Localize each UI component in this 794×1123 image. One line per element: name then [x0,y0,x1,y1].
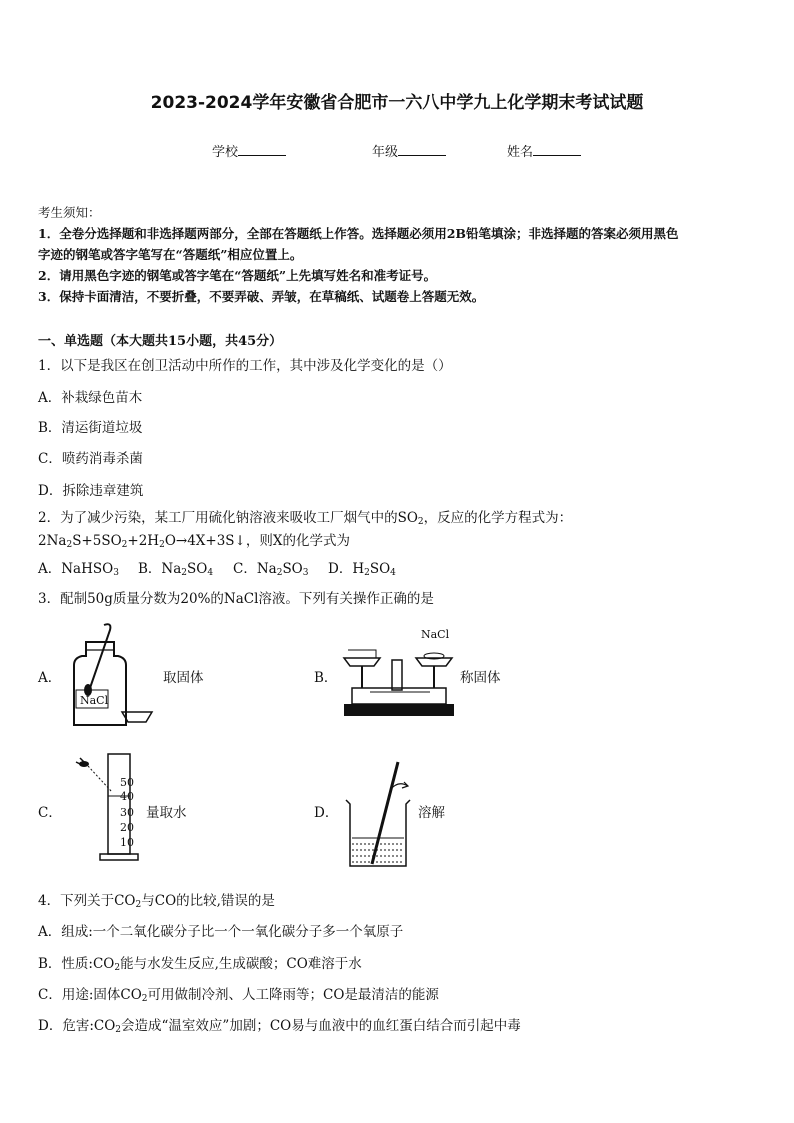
q4-b-sub: 2 [114,963,121,973]
beaker-stirring-figure [340,760,420,870]
page-title: 2023-2024学年安徽省合肥市一六八中学九上化学期末考试试题 [150,93,644,113]
q2-d-sub1: 2 [364,568,370,578]
q2-d-sub2: 4 [390,568,396,578]
q4-stem [38,889,275,910]
q2-c-text: C．Na [233,561,277,577]
q2-option-a [38,557,119,578]
section-heading: 一、单选题（本大题共15小题，共45分） [38,334,283,349]
eq-sub-1: 2 [66,540,73,550]
q3-option-a-label: 取固体 [163,670,204,686]
cylinder-tick-20: 20 [120,821,134,834]
q2-c-sub1: 2 [276,568,283,578]
q3-option-b-letter: B． [314,670,338,686]
eq-part-2: S+5SO [72,533,122,549]
cylinder-tick-40: 40 [120,790,134,803]
school-label: 学校 [212,145,239,160]
q1-option-b: B．清运街道垃圾 [38,420,143,436]
q2-stem-pre: 2．为了减少污染，某工厂用硫化钠溶液来吸收工厂烟气中的SO [38,510,418,526]
q3-option-d-label: 溶解 [418,805,445,821]
balance-scale-figure [340,640,460,720]
q2-a-text: A．NaHSO [38,561,114,577]
eq-sub-2: 2 [121,540,128,550]
school-blank [238,143,286,156]
bottle-label: NaCl [80,694,109,707]
notice-item-1a: 1．全卷分选择题和非选择题两部分，全部在答题纸上作答。选择题必须用2B铅笔填涂；非选择题的答案必须用黑色 [38,226,679,241]
eq-sub-3: 2 [159,540,165,550]
eq-part-4: O→4X+3S↓，则X的化学式为 [164,533,350,549]
name-field [507,141,581,160]
balance-tag: NaCl [421,628,450,641]
grade-field [372,141,446,160]
q3-option-a-letter: A． [38,670,62,686]
q2-option-b [138,557,213,578]
q4-c-pre: C．用途:固体CO [38,987,142,1003]
eq-part-1: 2Na [38,533,67,549]
q2-b-text2: SO [187,561,208,577]
eq-part-3: +2H [127,533,160,549]
cylinder-tick-50: 50 [120,776,134,789]
q4-b-post: 能与水发生反应,生成碳酸；CO难溶于水 [120,956,362,972]
q3-stem: 3．配制50g质量分数为20%的NaCl溶液。下列有关操作正确的是 [38,591,434,607]
q3-option-c-letter: C． [38,805,62,821]
q4-d-pre: D．危害:CO [38,1018,116,1034]
q2-b-text: B．Na [138,561,182,577]
q2-d-text: D．H [328,561,365,577]
school-field [212,141,286,160]
name-label: 姓名 [507,145,534,160]
cylinder-tick-30: 30 [120,806,134,819]
q3-option-b-label: 称固体 [460,670,501,686]
q4-d-sub: 2 [115,1025,122,1035]
q4-stem-pre: 4．下列关于CO [38,893,136,909]
q2-equation [38,529,350,550]
q2-b-sub2: 4 [207,568,214,578]
q2-c-text2: SO [282,561,303,577]
q4-d-post: 会造成“温室效应”加剧；CO易与血液中的血红蛋白结合而引起中毒 [121,1018,521,1034]
q4-stem-post: 与CO的比较,错误的是 [141,893,275,909]
q4-option-c [38,983,439,1004]
q4-b-pre: B．性质:CO [38,956,115,972]
grade-blank [398,143,446,156]
q4-option-d [38,1014,521,1035]
q2-d-text2: SO [369,561,391,577]
q2-stem [38,506,572,527]
q3-option-c-label: 量取水 [146,805,187,821]
notice-heading: 考生须知： [38,205,101,220]
notice-item-2: 2．请用黑色字迹的钢笔或答字笔在“答题纸”上先填写姓名和准考证号。 [38,268,437,283]
q2-b-sub1: 2 [181,568,188,578]
q1-option-c: C．喷药消毒杀菌 [38,451,143,467]
q4-option-b [38,952,362,973]
q2-stem-post: ，反应的化学方程式为： [423,510,573,526]
name-blank [533,143,581,156]
q3-option-d-letter: D． [314,805,339,821]
q1-option-d: D．拆除违章建筑 [38,483,144,499]
q4-c-sub: 2 [141,994,148,1004]
q2-a-sub: 3 [113,568,119,578]
q1-option-a: A．补栽绿色苗木 [38,390,143,406]
q4-c-post: 可用做制冷剂、人工降雨等；CO是最清洁的能源 [147,987,439,1003]
q2-stem-sub: 2 [417,517,424,527]
cylinder-tick-10: 10 [120,836,134,849]
notice-item-3: 3．保持卡面清洁，不要折叠，不要弄破、弄皱，在草稿纸、试题卷上答题无效。 [38,289,485,304]
q4-option-a: A．组成:一个二氧化碳分子比一个一氧化碳分子多一个氧原子 [38,924,404,940]
reagent-bottle-figure [64,620,174,730]
q1-stem: 1．以下是我区在创卫活动中所作的工作，其中涉及化学变化的是（） [38,358,452,374]
q2-option-d [328,557,396,578]
q4-stem-sub: 2 [135,900,142,910]
grade-label: 年级 [372,145,399,160]
q2-option-c [233,557,309,578]
notice-item-1b: 字迹的钢笔或答字笔写在“答题纸”相应位置上。 [38,247,303,262]
q2-c-sub2: 3 [302,568,309,578]
